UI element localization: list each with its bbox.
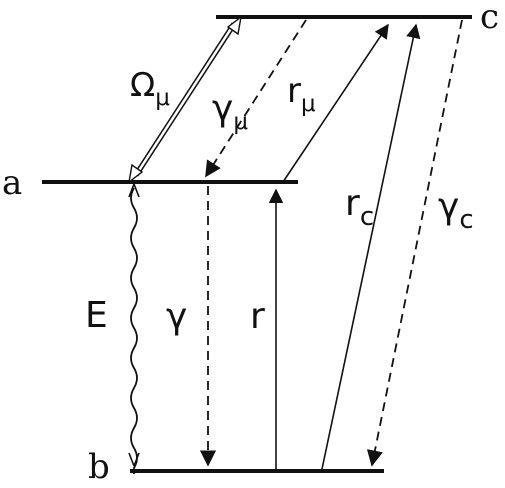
r-c-pump-arrow <box>322 25 416 469</box>
gamma-c-label: $\gamma_c$ <box>438 186 474 235</box>
level-c-label: c <box>480 0 500 37</box>
gamma-c-decay-arrow <box>372 20 462 465</box>
e-field-arrowhead-top <box>129 184 139 197</box>
r-mu-label: $r_\mu$ <box>287 71 316 117</box>
e-field-label: E <box>85 295 108 336</box>
omega-mu-label: $\Omega_\mu$ <box>130 65 170 111</box>
gamma-label: γ <box>166 296 188 337</box>
e-field-wavy-line <box>131 188 137 474</box>
r-c-label: $r_c$ <box>345 183 375 232</box>
level-b-label: b <box>88 447 110 487</box>
gamma-mu-label: $\gamma_\mu$ <box>212 88 248 135</box>
level-a-label: a <box>2 163 23 203</box>
r-label: r <box>250 296 265 337</box>
